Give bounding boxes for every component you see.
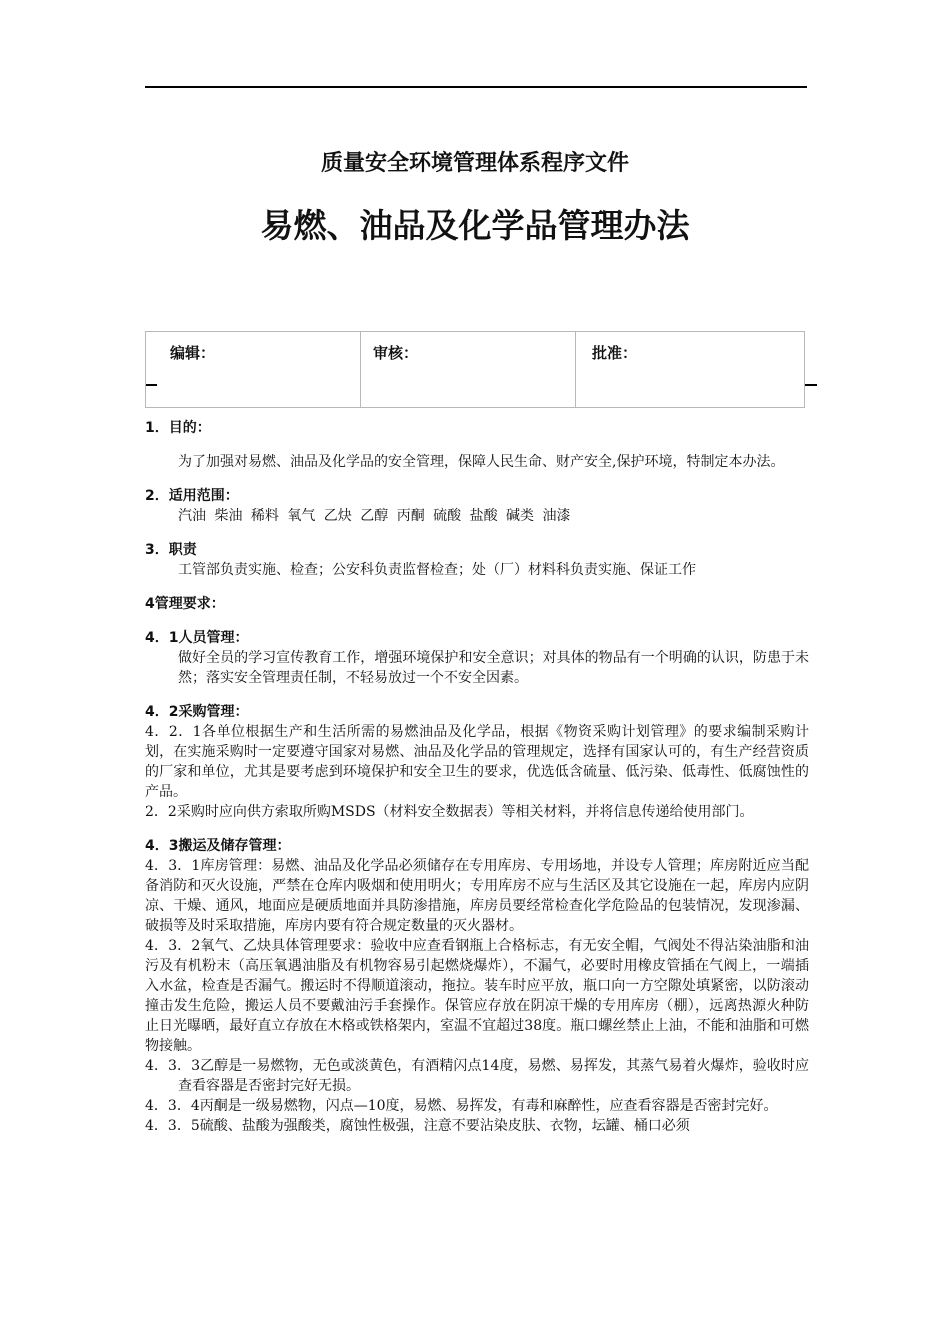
paragraph: 为了加强对易燃、油品及化学品的安全管理，保障人民生命、财产安全,保护环境，特制定本办法。 [178,454,785,470]
review-cell [360,332,575,407]
paragraph: 4．3．5硫酸、盐酸为强酸类，腐蚀性极强，注意不要沾染皮肤、衣物，坛罐、桶口必须 [145,1118,690,1134]
right-rule-mark [805,384,817,386]
paragraph: 工管部负责实施、检查；公安科负责监督检查；处（厂）材料科负责实施、保证工作 [178,562,696,578]
review-label: 审核： [373,344,419,362]
paragraph: 4．3．2氧气、乙炔具体管理要求：验收中应查看钢瓶上合格标志，有无安全帽，气阀处不得沾染油脂和油污及有机粉末（高压氧遇油脂及有机物容易引起燃烧爆炸），不漏气，必要时用橡皮管插在气阀上，一端插入水盆，检查是否漏气。搬运时不得顺道滚动，拖拉。装车时应平放，瓶口向一方空隙处填紧密，以防滚动撞击发生危险，搬运人员不要戴油污手套操作。保管应存放在阴凉干燥的专用库房（棚），远离热源火种防止日光曝晒，最好直立存放在木格或铁格架内，室温不宜超过38度。瓶口螺丝禁止上油，不能和油脂和可燃物接触。 [145,938,809,1054]
section-heading: 2．适用范围： [145,488,239,504]
approval-table [145,331,805,408]
document-subtitle: 质量安全环境管理体系程序文件 [320,151,629,176]
approve-label: 批准： [592,344,638,362]
paragraph: 做好全员的学习宣传教育工作，增强环境保护和安全意识；对具体的物品有一个明确的认识，防患于未然；落实安全管理责任制，不轻易放过一个不安全因素。 [178,650,809,686]
subsection-heading: 4．2采购管理： [145,704,249,720]
document-title: 易燃、油品及化学品管理办法 [260,206,690,245]
edit-cell [146,332,360,407]
section-heading: 4管理要求： [145,596,225,612]
paragraph: 4．3．1库房管理：易燃、油品及化学品必须储存在专用库房、专用场地，并设专人管理；库房附近应当配备消防和灭火设施，严禁在仓库内吸烟和使用明火；专用库房不应与生活区及其它设施在一起，库房内应阴凉、干燥、通风，地面应是硬质地面并具防渗措施，库房员要经常检查化学危险品的包装情况，发现渗漏、破损等及时采取措施，库房内要有符合规定数量的灭火器材。 [145,858,809,934]
paragraph: 4．3．3乙醇是一易燃物，无色或淡黄色，有酒精闪点14度，易燃、易挥发，其蒸气易着火爆炸，验收时应查看容器是否密封完好无损。 [145,1058,809,1094]
paragraph: 汽油 柴油 稀料 氧气 乙炔 乙醇 丙酮 硫酸 盐酸 碱类 油漆 [178,508,571,524]
top-rule [145,86,807,88]
edit-label: 编辑： [170,344,216,362]
document-body [145,418,809,1136]
subsection-heading: 4．1人员管理： [145,630,249,646]
paragraph: 2．2采购时应向供方索取所购MSDS（材料安全数据表）等相关材料，并将信息传递给使用部门。 [145,804,754,820]
section-heading: 3．职责 [145,542,197,558]
section-heading: 1．目的： [145,420,211,436]
paragraph: 4．2．1各单位根据生产和生活所需的易燃油品及化学品，根据《物资采购计划管理》的要求编制采购计划，在实施采购时一定要遵守国家对易燃、油品及化学品的管理规定，选择有国家认可的，有生产经营资质的厂家和单位，尤其是要考虑到环境保护和安全卫生的要求，优选低含硫量、低污染、低毒性、低腐蚀性的产品。 [145,724,809,800]
subsection-heading: 4．3搬运及储存管理： [145,838,291,854]
approve-cell [575,332,804,407]
paragraph: 4．3．4丙酮是一级易燃物，闪点—10度，易燃、易挥发，有毒和麻醉性，应查看容器是否密封完好。 [145,1098,778,1114]
